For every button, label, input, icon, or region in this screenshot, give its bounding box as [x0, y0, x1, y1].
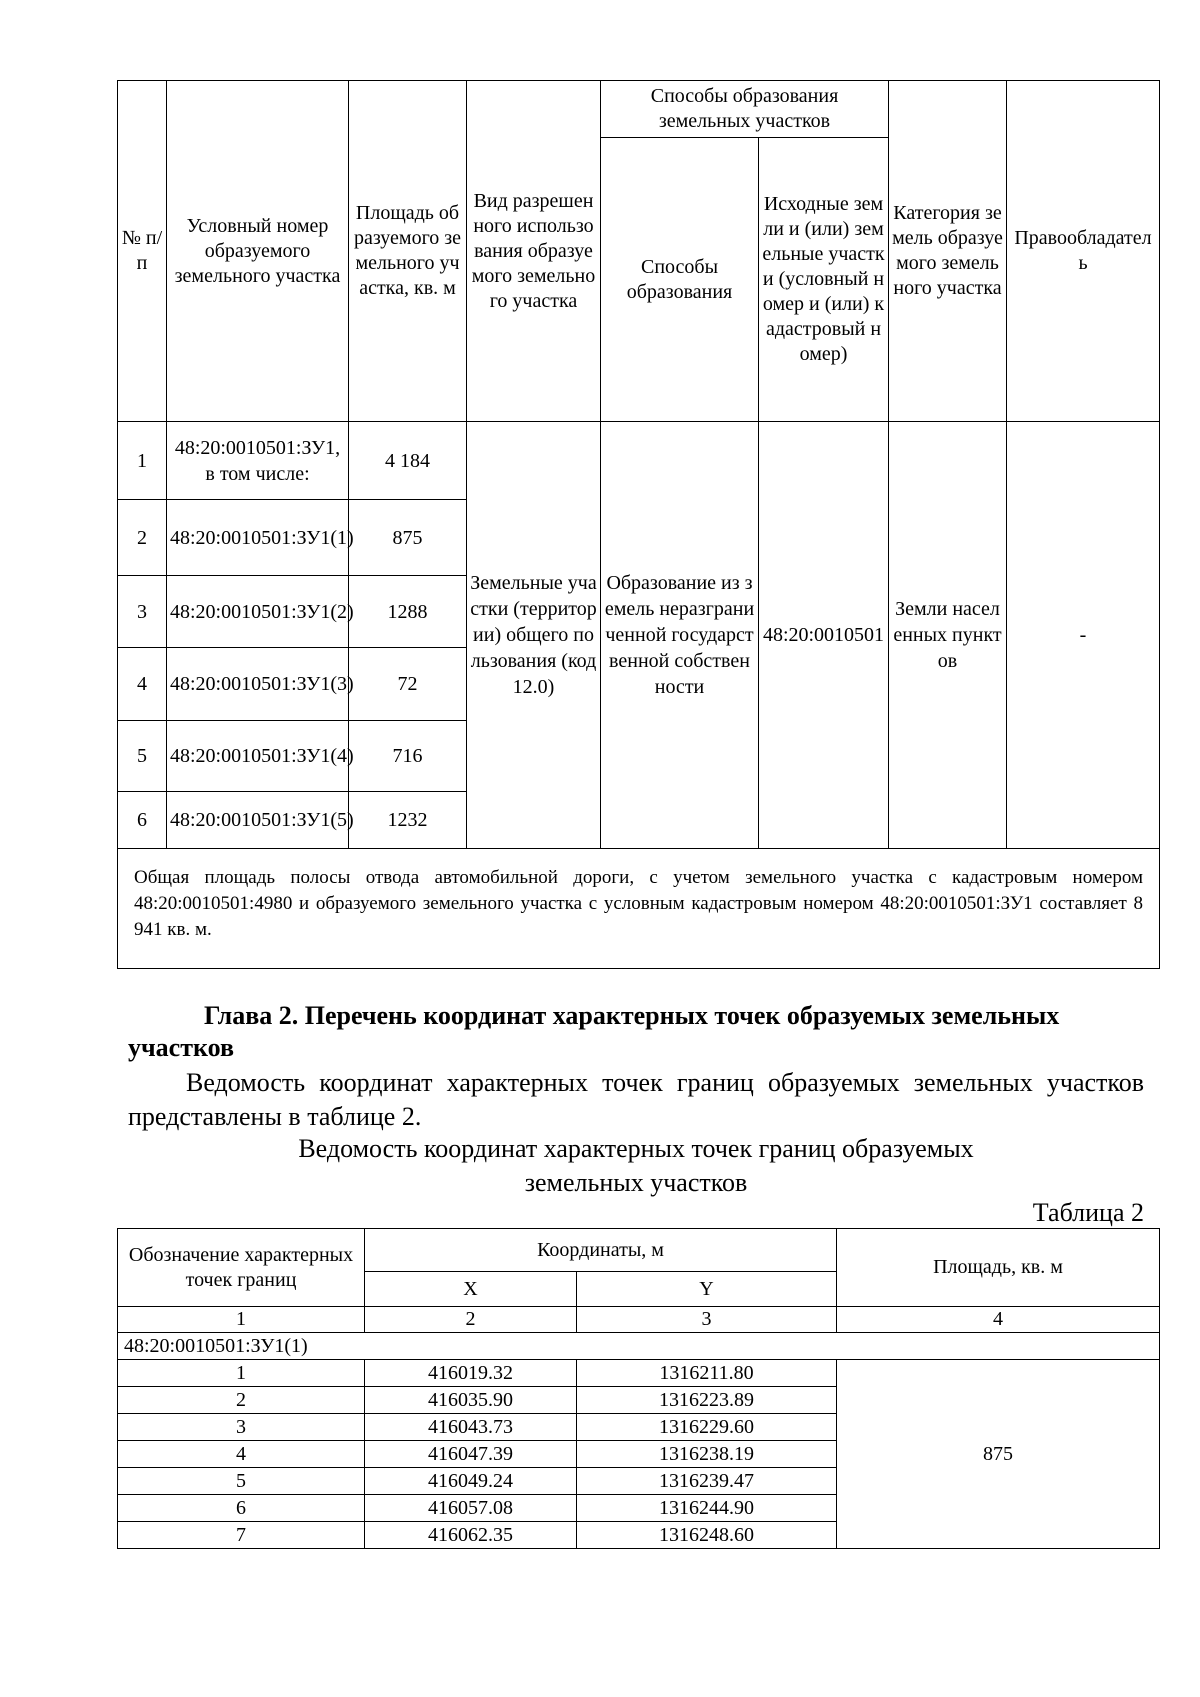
- point-id: 1: [118, 1360, 365, 1387]
- row-area: 4 184: [349, 422, 467, 500]
- point-id: 6: [118, 1495, 365, 1522]
- point-id: 3: [118, 1414, 365, 1441]
- row-cond-number: 48:20:0010501:ЗУ1(2): [167, 576, 349, 648]
- table-caption: Ведомость координат характерных точек границ образуемых земельных участков: [298, 1134, 974, 1197]
- row-cond-number: 48:20:0010501:ЗУ1, в том числе:: [167, 422, 349, 500]
- header-area: Площадь, кв. м: [837, 1229, 1160, 1307]
- header-x: X: [365, 1272, 577, 1307]
- column-numbers-row: [118, 1307, 1160, 1333]
- row-num: 2: [118, 500, 167, 576]
- merged-permitted-use: Земельные участки (территории) общего пользования (код 12.0): [467, 422, 601, 849]
- col-number: 3: [577, 1307, 837, 1333]
- point-id: 5: [118, 1468, 365, 1495]
- header-category: Категория земель образуемого земельного участка: [889, 81, 1007, 422]
- header-cond-number: Условный номер образуемого земельного участка: [167, 81, 349, 422]
- point-y: 1316248.60: [577, 1522, 837, 1549]
- point-y: 1316244.90: [577, 1495, 837, 1522]
- point-y: 1316211.80: [577, 1360, 837, 1387]
- point-x: 416062.35: [365, 1522, 577, 1549]
- point-id: 7: [118, 1522, 365, 1549]
- header-y: Y: [577, 1272, 837, 1307]
- chapter-title: Глава 2. Перечень координат характерных точек образуемых земельных участков: [128, 1001, 1060, 1062]
- parcel-area: 875: [837, 1360, 1160, 1549]
- row-area: 1232: [349, 792, 467, 849]
- header-source-lands: Исходные земли и (или) земельные участки (условный номер и (или) кадастровый номер): [759, 138, 889, 422]
- point-x: 416019.32: [365, 1360, 577, 1387]
- point-y: 1316223.89: [577, 1387, 837, 1414]
- header-formation-methods: Способы образования: [601, 138, 759, 422]
- point-x: 416057.08: [365, 1495, 577, 1522]
- point-y: 1316229.60: [577, 1414, 837, 1441]
- parcels-table: [117, 80, 1160, 969]
- table-row: [118, 422, 1160, 500]
- header-permitted-use: Вид разрешенного использования образуемого земельного участка: [467, 81, 601, 422]
- merged-category: Земли населенных пунктов: [889, 422, 1007, 849]
- total-area-note: Общая площадь полосы отвода автомобильной дороги, с учетом земельного участка с кадастровым номером 48:20:0010501:4980 и образуемого земельного участка с условным кадастровым номером 48:20:0010501:ЗУ1 составляет 8 941 кв. м.: [118, 849, 1160, 969]
- row-num: 1: [118, 422, 167, 500]
- row-cond-number: 48:20:0010501:ЗУ1(4): [167, 721, 349, 792]
- col-number: 2: [365, 1307, 577, 1333]
- row-area: 875: [349, 500, 467, 576]
- row-num: 3: [118, 576, 167, 648]
- merged-formation: Образование из земель неразграниченной государственной собственности: [601, 422, 759, 849]
- point-x: 416043.73: [365, 1414, 577, 1441]
- point-y: 1316239.47: [577, 1468, 837, 1495]
- table-row: [118, 1360, 1160, 1387]
- header-points: Обозначение характерных точек границ: [118, 1229, 365, 1307]
- header-right-holder: Правообладатель: [1007, 81, 1160, 422]
- row-cond-number: 48:20:0010501:ЗУ1(1): [167, 500, 349, 576]
- point-x: 416035.90: [365, 1387, 577, 1414]
- header-coordinates: Координаты, м: [365, 1229, 837, 1272]
- row-num: 5: [118, 721, 167, 792]
- coordinates-table: [117, 1228, 1160, 1549]
- row-area: 716: [349, 721, 467, 792]
- col-number: 1: [118, 1307, 365, 1333]
- table-number: Таблица 2: [1032, 1198, 1144, 1227]
- col-number: 4: [837, 1307, 1160, 1333]
- point-x: 416049.24: [365, 1468, 577, 1495]
- header-num: № п/ п: [118, 81, 167, 422]
- point-id: 4: [118, 1441, 365, 1468]
- parcel-label: 48:20:0010501:ЗУ1(1): [118, 1333, 1160, 1360]
- point-id: 2: [118, 1387, 365, 1414]
- row-num: 6: [118, 792, 167, 849]
- merged-source: 48:20:0010501: [759, 422, 889, 849]
- row-area: 1288: [349, 576, 467, 648]
- row-cond-number: 48:20:0010501:ЗУ1(3): [167, 648, 349, 721]
- row-cond-number: 48:20:0010501:ЗУ1(5): [167, 792, 349, 849]
- point-x: 416047.39: [365, 1441, 577, 1468]
- point-y: 1316238.19: [577, 1441, 837, 1468]
- merged-right-holder: -: [1007, 422, 1160, 849]
- row-num: 4: [118, 648, 167, 721]
- header-area: Площадь образуемого земельного участка, кв. м: [349, 81, 467, 422]
- intro-paragraph: Ведомость координат характерных точек границ образуемых земельных участков представлены в таблице 2.: [128, 1068, 1144, 1131]
- row-area: 72: [349, 648, 467, 721]
- header-formation-group: Способы образования земельных участков: [601, 81, 889, 138]
